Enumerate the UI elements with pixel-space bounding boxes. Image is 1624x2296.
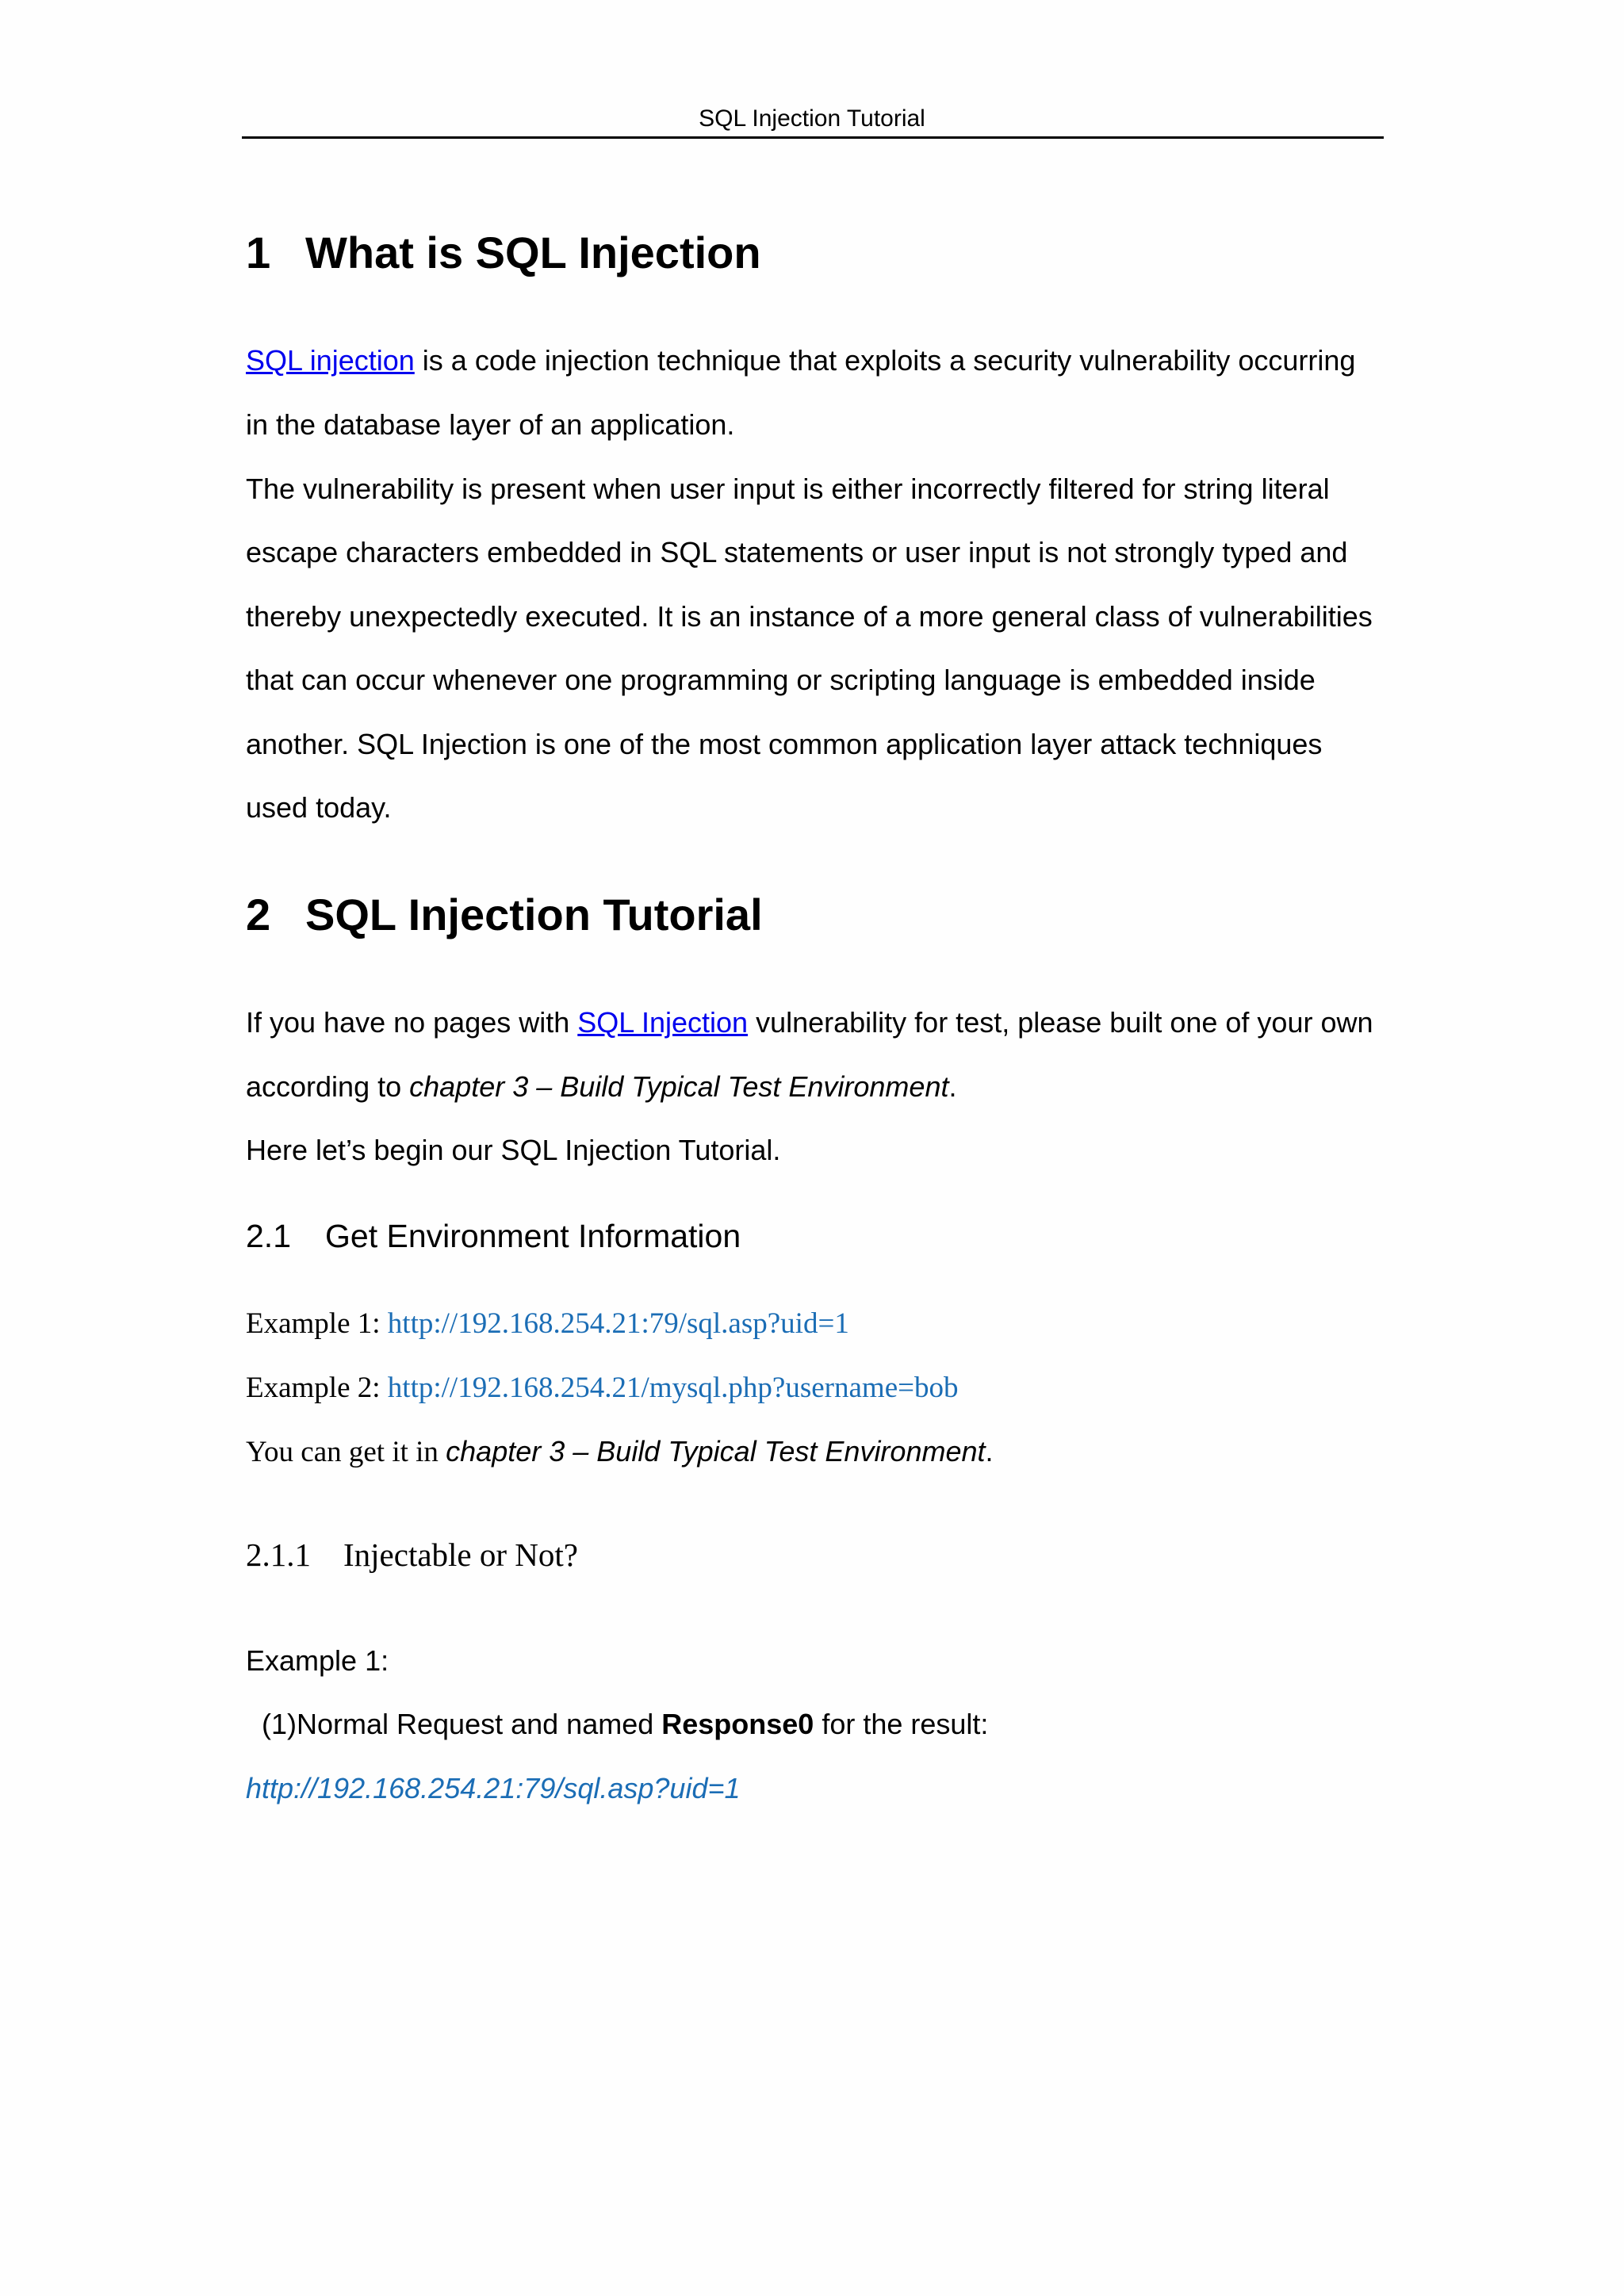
heading-number: 2: [246, 890, 271, 939]
heading-number: 1: [246, 228, 271, 277]
example-line: [246, 1371, 959, 1405]
paragraph-line: [246, 1708, 988, 1741]
paragraph-line: The vulnerability is present when user input is either incorrectly filtered for string literal: [246, 473, 1330, 505]
paragraph-text: according to: [246, 1070, 410, 1103]
paragraph-line: in the database layer of an application.: [246, 408, 735, 441]
example-url[interactable]: http://192.168.254.21/mysql.php?username=bob: [387, 1372, 959, 1404]
heading-title: What is SQL Injection: [305, 228, 761, 277]
paragraph-text: vulnerability for test, please built one of your own: [748, 1006, 1373, 1039]
example-line: [246, 1307, 849, 1341]
paragraph-text: (1)Normal Request and named: [246, 1708, 662, 1740]
heading-title: SQL Injection Tutorial: [305, 890, 763, 939]
example-label: Example 2:: [246, 1372, 388, 1404]
paragraph-text: .: [985, 1435, 994, 1468]
paragraph-line: [246, 344, 1355, 377]
paragraph-text: You can get it in: [246, 1436, 446, 1468]
header-rule: [242, 136, 1384, 139]
paragraph-line: that can occur whenever one programming or scripting language is embedded inside: [246, 664, 1316, 696]
paragraph-line: [246, 1006, 1373, 1039]
request-url[interactable]: http://192.168.254.21:79/sql.asp?uid=1: [246, 1772, 741, 1804]
heading-title: Get Environment Information: [325, 1218, 741, 1254]
chapter-reference: chapter 3 – Build Typical Test Environment: [446, 1435, 986, 1468]
paragraph-line: escape characters embedded in SQL statements or user input is not strongly typed and: [246, 536, 1348, 568]
sql-injection-link[interactable]: SQL Injection: [577, 1006, 749, 1039]
heading-section-1: [246, 227, 761, 278]
paragraph-text: for the result:: [814, 1708, 989, 1740]
running-header: SQL Injection Tutorial: [699, 105, 925, 132]
paragraph-line: Example 1:: [246, 1644, 389, 1677]
heading-number: 2.1: [246, 1218, 291, 1254]
response-name: Response0: [661, 1708, 814, 1740]
paragraph-line: [246, 1070, 956, 1104]
paragraph-line: thereby unexpectedly executed. It is an instance of a more general class of vulnerabilities: [246, 600, 1373, 633]
paragraph-line: [246, 1435, 994, 1469]
heading-title: Injectable or Not?: [343, 1536, 578, 1573]
heading-number: 2.1.1: [246, 1536, 311, 1573]
heading-section-2-1: [246, 1218, 741, 1255]
paragraph-line: used today.: [246, 791, 392, 824]
paragraph-text: is a code injection technique that exploits a security vulnerability occurring: [414, 344, 1356, 377]
paragraph-line: another. SQL Injection is one of the most common application layer attack techniques: [246, 728, 1323, 760]
example-url[interactable]: http://192.168.254.21:79/sql.asp?uid=1: [387, 1307, 849, 1340]
paragraph-line: Here let’s begin our SQL Injection Tutorial.: [246, 1134, 781, 1166]
example-label: Example 1:: [246, 1307, 388, 1340]
paragraph-text: .: [948, 1070, 957, 1103]
paragraph-text: If you have no pages with: [246, 1006, 578, 1039]
sql-injection-link[interactable]: SQL injection: [246, 344, 415, 377]
heading-section-2-1-1: [246, 1536, 578, 1574]
chapter-reference: chapter 3 – Build Typical Test Environment: [409, 1070, 949, 1103]
heading-section-2: [246, 889, 763, 940]
